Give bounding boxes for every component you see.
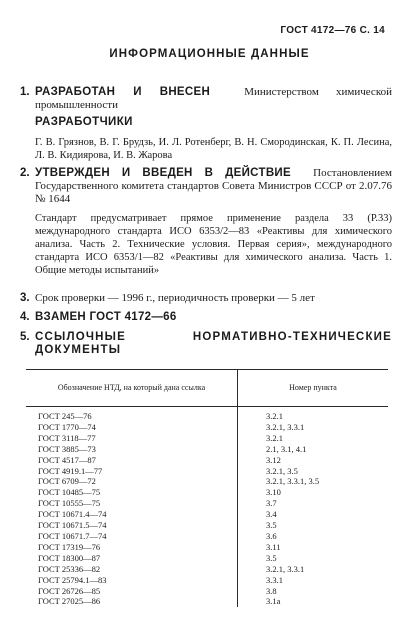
document-cell: ГОСТ 17319—76 bbox=[26, 542, 238, 553]
document-cell: ГОСТ 4919.1—77 bbox=[26, 466, 238, 477]
section-1 bbox=[20, 86, 392, 112]
item-cell: 3.2.1, 3.3.1, 3.5 bbox=[266, 476, 320, 487]
document-cell: ГОСТ 10671.7—74 bbox=[26, 531, 238, 542]
item-cell: 3.12 bbox=[266, 454, 281, 465]
table-row bbox=[26, 476, 388, 487]
table-row bbox=[26, 433, 388, 444]
table-row bbox=[26, 487, 388, 498]
table-row bbox=[26, 553, 388, 564]
document-cell: ГОСТ 26726—85 bbox=[26, 586, 238, 597]
section-2 bbox=[20, 167, 392, 206]
section-body bbox=[35, 167, 392, 206]
standard-note: Стандарт предусматривает прямое применение раздела 33 (Р.33) международного стандарта ИСО 6353/2—83 «Реактивы для химического анализа. Часть 2. Технические условия. Первая серия», международного стандарта ИСО 6353/1—82 «Реактивы для химического анализа. Часть 1. Общие методы испытаний» bbox=[35, 213, 392, 276]
section-text: Постановлением Государственного комитета стандартов Совета Министров СССР от 2.07.76 № 1644 bbox=[35, 167, 393, 205]
developers-heading: РАЗРАБОТЧИКИ bbox=[35, 116, 133, 128]
item-cell: 3.2.1, 3.5 bbox=[266, 465, 298, 476]
document-cell: ГОСТ 3118—77 bbox=[26, 433, 238, 444]
section-number: 3. bbox=[20, 292, 30, 304]
table-row bbox=[26, 542, 388, 553]
item-cell: 3.4 bbox=[266, 509, 277, 520]
table-row bbox=[26, 455, 388, 466]
table-body bbox=[26, 407, 388, 608]
section-number: 2. bbox=[20, 167, 30, 179]
page-header: ГОСТ 4172—76 С. 14 bbox=[280, 25, 385, 36]
item-cell: 3.11 bbox=[266, 541, 281, 552]
document-cell: ГОСТ 3885—73 bbox=[26, 444, 238, 455]
document-cell: ГОСТ 27025—86 bbox=[26, 596, 238, 607]
section-text: Срок проверки — 1996 г., периодичность проверки — 5 лет bbox=[35, 292, 315, 304]
document-cell: ГОСТ 1770—74 bbox=[26, 422, 238, 433]
column-header-document: Обозначение НТД, на который дана ссылка bbox=[26, 370, 238, 407]
table-row bbox=[26, 520, 388, 531]
document-cell: ГОСТ 6709—72 bbox=[26, 476, 238, 487]
item-cell: 3.5 bbox=[266, 552, 277, 563]
section-body bbox=[35, 86, 392, 112]
document-cell: ГОСТ 4517—87 bbox=[26, 455, 238, 466]
document-cell: ГОСТ 10555—75 bbox=[26, 498, 238, 509]
section-5 bbox=[20, 331, 392, 357]
item-cell: 3.2.1, 3.3.1 bbox=[266, 563, 305, 574]
section-number: 1. bbox=[20, 86, 30, 98]
column-header-item: Номер пункта bbox=[238, 370, 389, 407]
item-cell: 3.5 bbox=[266, 520, 277, 531]
section-heading: ССЫЛОЧНЫЕ НОРМАТИВНО-ТЕХНИЧЕСКИЕ ДОКУМЕНТЫ bbox=[35, 331, 392, 356]
table-row bbox=[26, 575, 388, 586]
document-cell: ГОСТ 10485—75 bbox=[26, 487, 238, 498]
document-cell: ГОСТ 10671.5—74 bbox=[26, 520, 238, 531]
item-cell: 2.1, 3.1, 4.1 bbox=[266, 443, 307, 454]
section-text: Министерством химической промышленности bbox=[35, 86, 392, 111]
section-heading: РАЗРАБОТАН И ВНЕСЕН bbox=[35, 86, 211, 98]
item-cell: 3.6 bbox=[266, 530, 277, 541]
developers-names: Г. В. Грязнов, В. Г. Брудзь, И. Л. Ротенберг, В. Н. Смородинская, К. П. Лесина, Л. В. Кидиярова, И. В. Жарова bbox=[35, 137, 392, 161]
item-cell: 3.2.1 bbox=[266, 411, 283, 421]
item-cell: 3.7 bbox=[266, 498, 277, 509]
item-cell: 3.10 bbox=[266, 487, 281, 498]
section-3 bbox=[20, 292, 392, 305]
table-row bbox=[26, 509, 388, 520]
section-number: 4. bbox=[20, 311, 30, 323]
table-row bbox=[26, 422, 388, 433]
section-body bbox=[35, 311, 392, 324]
table-row bbox=[26, 444, 388, 455]
table-row bbox=[26, 586, 388, 597]
table-row bbox=[26, 498, 388, 509]
table-row bbox=[26, 466, 388, 477]
document-cell: ГОСТ 10671.4—74 bbox=[26, 509, 238, 520]
item-cell: 3.3.1 bbox=[266, 574, 283, 585]
document-cell: ГОСТ 25336—82 bbox=[26, 564, 238, 575]
section-number: 5. bbox=[20, 331, 30, 343]
section-heading: УТВЕРЖДЕН И ВВЕДЕН В ДЕЙСТВИЕ bbox=[35, 167, 291, 179]
item-cell: 3.8 bbox=[266, 585, 277, 596]
item-cell: 3.2.1 bbox=[266, 432, 283, 443]
section-heading: ВЗАМЕН ГОСТ 4172—66 bbox=[35, 311, 177, 323]
table-row bbox=[26, 596, 388, 607]
section-4 bbox=[20, 311, 392, 324]
table-row bbox=[26, 564, 388, 575]
item-cell: 3.2.1, 3.3.1 bbox=[266, 421, 305, 432]
table-row bbox=[26, 531, 388, 542]
references-table bbox=[26, 369, 388, 607]
document-cell: ГОСТ 25794.1—83 bbox=[26, 575, 238, 586]
document-cell: ГОСТ 245—76 bbox=[26, 407, 238, 422]
table-row bbox=[26, 407, 388, 422]
table-header-row bbox=[26, 370, 388, 407]
section-body bbox=[35, 292, 392, 305]
section-body bbox=[35, 331, 392, 357]
document-cell: ГОСТ 18300—87 bbox=[26, 553, 238, 564]
document-title: ИНФОРМАЦИОННЫЕ ДАННЫЕ bbox=[109, 48, 310, 60]
item-cell: 3.1а bbox=[266, 596, 281, 607]
